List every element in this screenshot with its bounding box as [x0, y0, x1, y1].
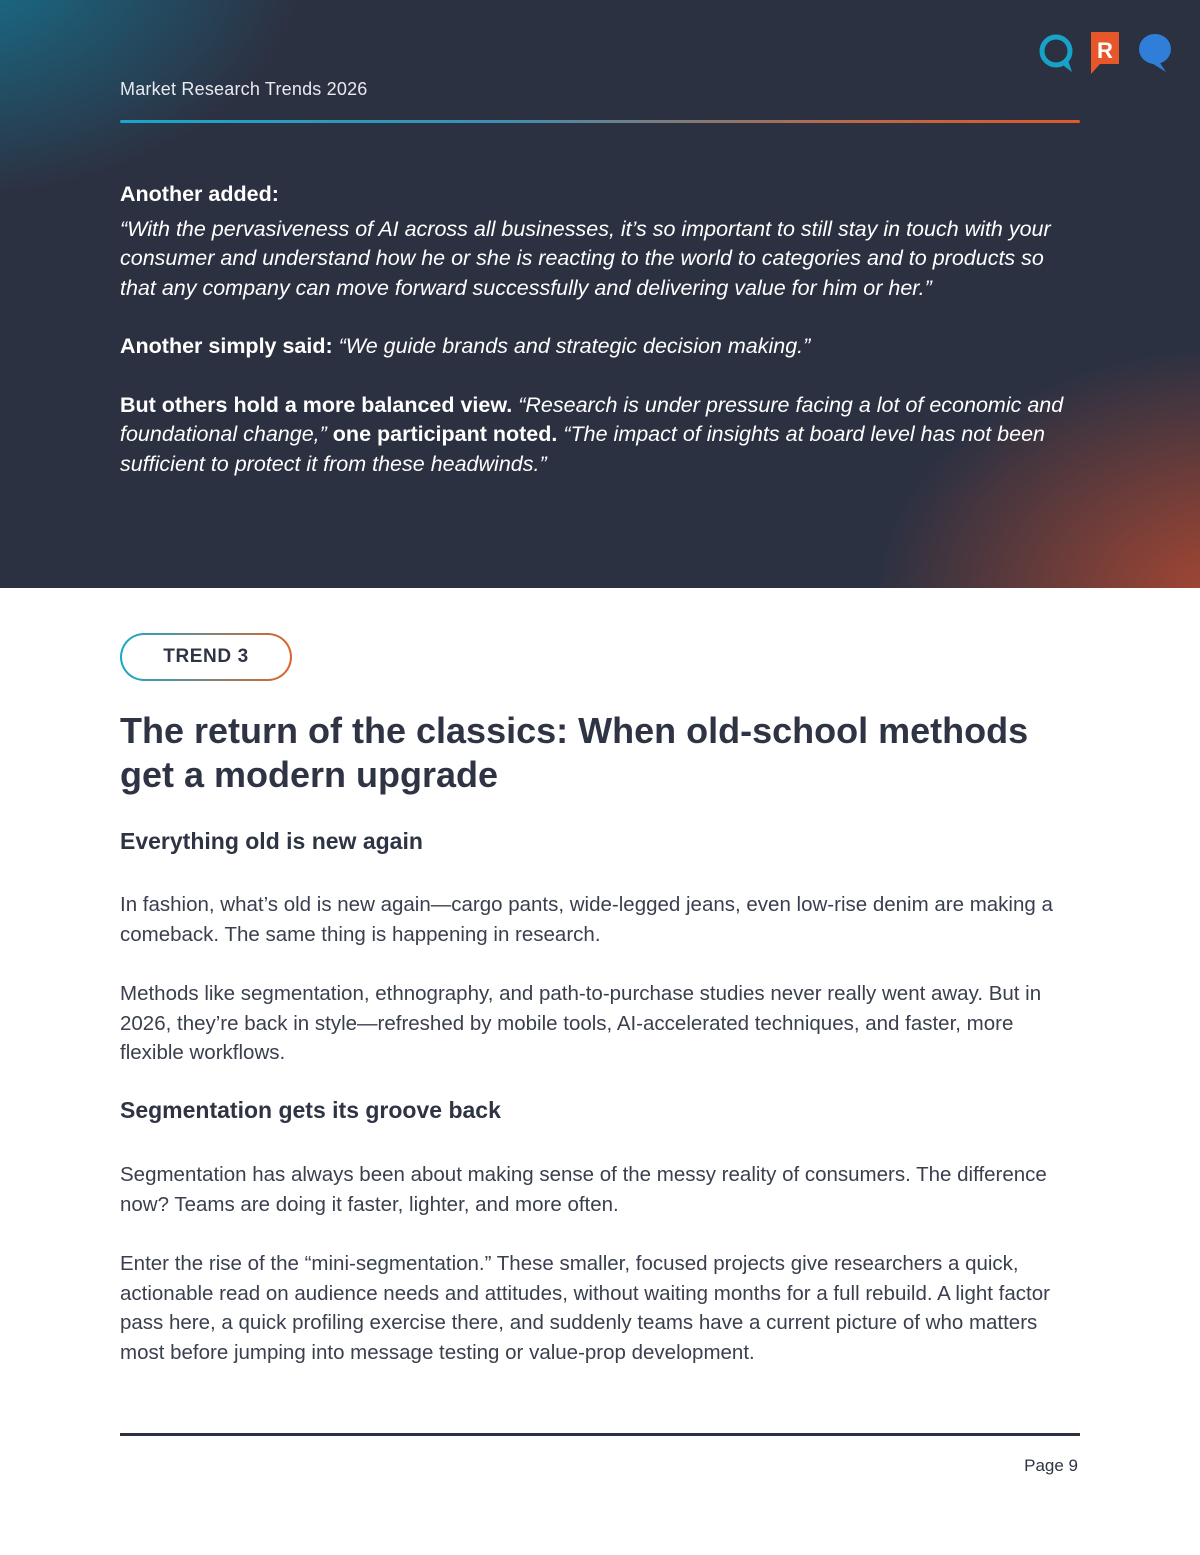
speech-bubble-icon — [1136, 32, 1174, 74]
hero-quotes — [120, 180, 1080, 479]
body-paragraph: Enter the rise of the “mini-segmentation.” These smaller, focused projects give researchers a quick, actionable read on audience needs and attitudes, without waiting months for a full rebuild. A light factor pass here, a quick profiling exercise there, and suddenly teams have a current picture of who matters most before jumping into message testing or value-prop development. — [120, 1252, 1050, 1364]
q-speech-icon — [1038, 32, 1078, 76]
quote-attribution: one participant noted. — [332, 422, 558, 446]
svg-text:R: R — [1097, 38, 1113, 63]
section-heading: Segmentation gets its groove back — [120, 1097, 501, 1123]
document-header-title: Market Research Trends 2026 — [120, 79, 368, 99]
r-flag-icon — [1088, 30, 1122, 76]
brand-logos — [1036, 28, 1176, 78]
quote-lead: Another simply said: — [120, 334, 333, 358]
quote-text: “We guide brands and strategic decision making.” — [338, 334, 811, 358]
body-paragraph: Segmentation has always been about making sense of the messy reality of consumers. The difference now? Teams are doing it faster, lighter, and more often. — [120, 1163, 1047, 1216]
trend-badge-label: TREND 3 — [122, 635, 290, 679]
header-gradient-divider — [120, 120, 1080, 123]
quote-paragraph — [120, 391, 1080, 480]
trend-badge — [120, 633, 292, 681]
hero-banner — [0, 0, 1200, 588]
quote-text: “With the pervasiveness of AI across all businesses, it’s so important to still stay in touch with your consumer and understand how he or she is reacting to the world to categories and to products so that any company can move forward successfully and delivering value for him or her.” — [120, 216, 1051, 300]
quote-paragraph — [120, 332, 1080, 362]
page-number: Page 9 — [1024, 1456, 1078, 1475]
quote-lead: But others hold a more balanced view. — [120, 392, 513, 417]
quote-text: “The impact of insights at board level has not been sufficient to protect it from these headwinds.” — [120, 422, 1045, 476]
section-heading: Everything old is new again — [120, 828, 423, 854]
quote-intro: Another added: — [120, 182, 279, 206]
trend-title: The return of the classics: When old-school methods get a modern upgrade — [120, 710, 1029, 795]
quote-text: “Research is under pressure facing a lot of economic and foundational change,” — [120, 392, 1064, 446]
footer-divider — [120, 1433, 1080, 1436]
body-paragraph: Methods like segmentation, ethnography, and path-to-purchase studies never really went away. But in 2026, they’re back in style—refreshed by mobile tools, AI-accelerated techniques, and faster, more flexible workflows. — [120, 982, 1042, 1064]
body-paragraph: In fashion, what’s old is new again—cargo pants, wide-legged jeans, even low-rise denim are making a comeback. The same thing is happening in research. — [120, 893, 1053, 946]
